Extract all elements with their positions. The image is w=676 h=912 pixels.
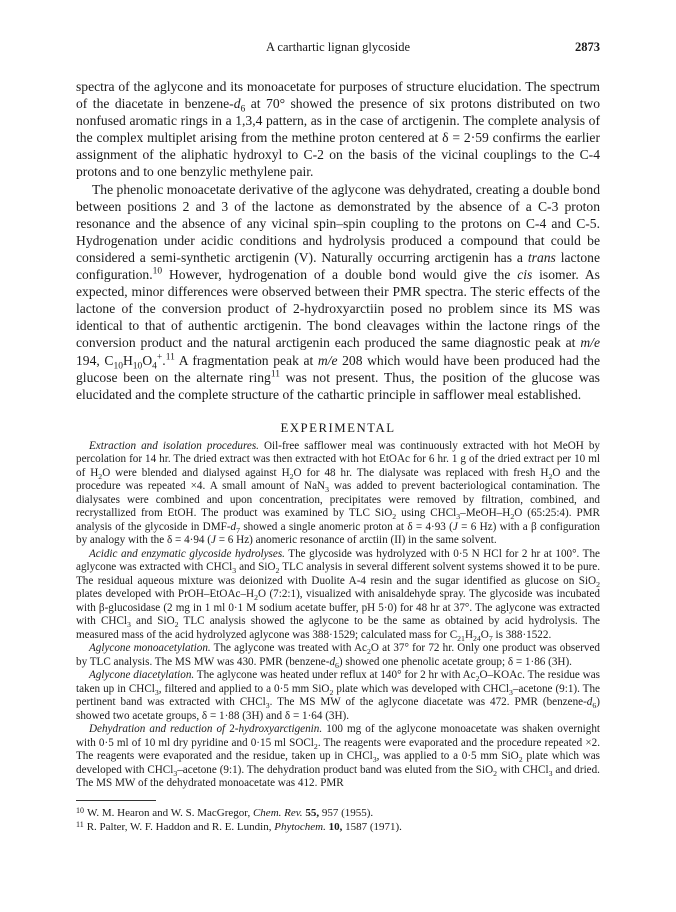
footnote-divider	[76, 800, 156, 801]
main-text	[76, 78, 600, 403]
footnote	[76, 820, 600, 834]
experimental-paragraph: Extraction and isolation procedures. Oil-free safflower meal was continuously extracted with hot MeOH by percolation for 14 hr. The dried extract was then extracted with hot EtOAc for 6 hr. 1 g of the dried extract per 10 ml of $H_2O$ were blended and dialysed against $H_2O$ for 48 hr. The dialysate was replaced with fresh $H_2O$ and the procedure was repeated ×4. A small amount of NaN$_3$ was added to prevent bacteriological contamination. The dialysates were combined and upon concentration, precipitates were removed by filtration, combined, and recrystallized from EtOH. The product was examined by TLC SiO$_2$ using $CHCl_3-MeOH-H_2O$ (65:25:4). PMR analysis of the glycoside in DMF-$d_7$ showed a single anomeric proton at δ = 4·93 (J = 6 Hz) with a β configuration by analogy with the δ = 4·94 (J = 6 Hz) anomeric resonance of arctiin (II) in the same solvent.	[76, 439, 601, 547]
running-title: A carthartic lignan glycoside	[265, 40, 411, 54]
experimental-paragraph: Acidic and enzymatic glycoside hydrolyses. The glycoside was hydrolyzed with 0·5 N HCl for 2 hr at 100°. The aglycone was extracted with CHCl$_3$ and SiO$_2$ TLC analysis in several different solvent systems showed it to be pure. The residual aqueous mixture was deionized with Duolite A-4 resin and the sugar identified as glucose on SiO$_2$ plates developed with PrOH–$EtOAc-H_2O$ (7:2:1), visualized with anisaldehyde spray. The glycoside was incubated with β-glucosidase (2 mg in 1 ml 0·1 M sodium acetate buffer, pH 5·0) for 48 hr at 37°. The aglycone was extracted with CHCl$_3$ and SiO$_2$ TLC analysis showed the aglycone to be the same as obtained by acid hydrolysis. The measured mass of the acid hydrolyzed aglycone was 388·1529; calculated mass for $C_{21}H_{24}O_7$ is 388·1522.	[76, 547, 601, 643]
footnote-text: R. Palter, W. F. Haddon and R. E. Lundin, Phytochem. 10, 1587 (1971).	[86, 820, 402, 833]
body-paragraph: The phenolic monoacetate derivative of the aglycone was dehydrated, creating a double bond between positions 2 and 3 of the lactone as demonstrated by the absence of a C-3 proton resonance and the absence of any vicinal spin–spin coupling to the protons on C-4 and C-5. Hydrogenation under acidic conditions and hydrolysis produced a compound that could be considered a semi-synthetic arctigenin (V). Naturally occurring arctigenin has a trans lactone configuration.$^{10}$ However, hydrogenation of a double bond would give the cis isomer. As expected, minor differences were observed between their PMR spectra. The steric effects of the lactone of the conversion product of 2-hydroxyarctiin posed no problem since its MS was identical to that of authentic arctigenin. The bond cleavages within the lactone rings of the conversion product and the natural arctigenin each produced the same diagnostic peak at m/e 194, $C_{10}H_{10}O_4^+.^{11}$ A fragmentation peak at m/e 208 which would have been produced had the glucose been on the alternate ring$^{11}$ was not present. Thus, the position of the glucose was elucidated and the complete structure of the cathartic principle in safflower meal established.	[76, 181, 600, 402]
running-header	[76, 40, 600, 58]
footnote-number: 11	[76, 819, 84, 829]
experimental-paragraph: Aglycone diacetylation. The aglycone was heated under reflux at 140° for 2 hr with $Ac_2O$–KOAc. The residue was taken up in CHCl$_3$, filtered and applied to a 0·5 mm SiO$_2$ plate which was developed with CHCl$_3$–acetone (9:1). The pertinent band was extracted with CHCl$_3$. The MS MW of the aglycone diacetate was 472. PMR $(benzene-d_6)$ showed two acetate groups, δ = 1·88 (3H) and δ = 1·64 (3H).	[76, 669, 600, 722]
footnote	[76, 806, 600, 820]
experimental-heading: EXPERIMENTAL	[280, 420, 396, 435]
experimental-section	[76, 440, 600, 791]
footnotes	[76, 806, 600, 834]
page-number: 2873	[575, 40, 600, 54]
experimental-paragraph: Aglycone monoacetylation. The aglycone was treated with $Ac_2O$ at 37° for 72 hr. Only one product was observed by TLC analysis. The MS MW was 430. PMR $(benzene-d_6)$ showed one phenolic acetate group; δ = 1·86 (3H).	[76, 642, 600, 670]
footnote-number: 10	[76, 805, 84, 815]
experimental-paragraph: Dehydration and reduction of 2-hydroxyarctigenin. 100 mg of the aglycone monoacetate was shaken overnight with 0·5 ml of 10 ml dry pyridine and 0·15 ml SOCl$_2$. The reagents were evaporated and the procedure repeated ×2. The reagents were evaporated and the residue, taken up in CHCl$_3$, was applied to a 0·5 mm SiO$_2$ plate which was developed with CHCl$_3$–acetone (9:1). The dehydration product band was eluted from the SiO$_2$ with CHCl$_3$ and dried. The MS MW of the dehydrated monoacetate was 412. PMR	[76, 723, 600, 790]
footnote-text: W. M. Hearon and W. S. MacGregor, Chem. Rev. 55, 957 (1955).	[87, 806, 374, 819]
body-paragraph: spectra of the aglycone and its monoacetate for purposes of structure elucidation. The spectrum of the diacetate in benzene-$d_6$ at 70° showed the presence of six protons distributed on two nonfused aromatic rings in a 1,3,4 pattern, as in the case of arctigenin. The complete analysis of the complex multiplet arising from the methine proton centered at δ = 2·59 confirms the earlier assignment of the aliphatic hydroxyl to C-2 on the basis of the vicinal couplings to the C-4 protons and to one benzylic methylene pair.	[76, 79, 600, 180]
